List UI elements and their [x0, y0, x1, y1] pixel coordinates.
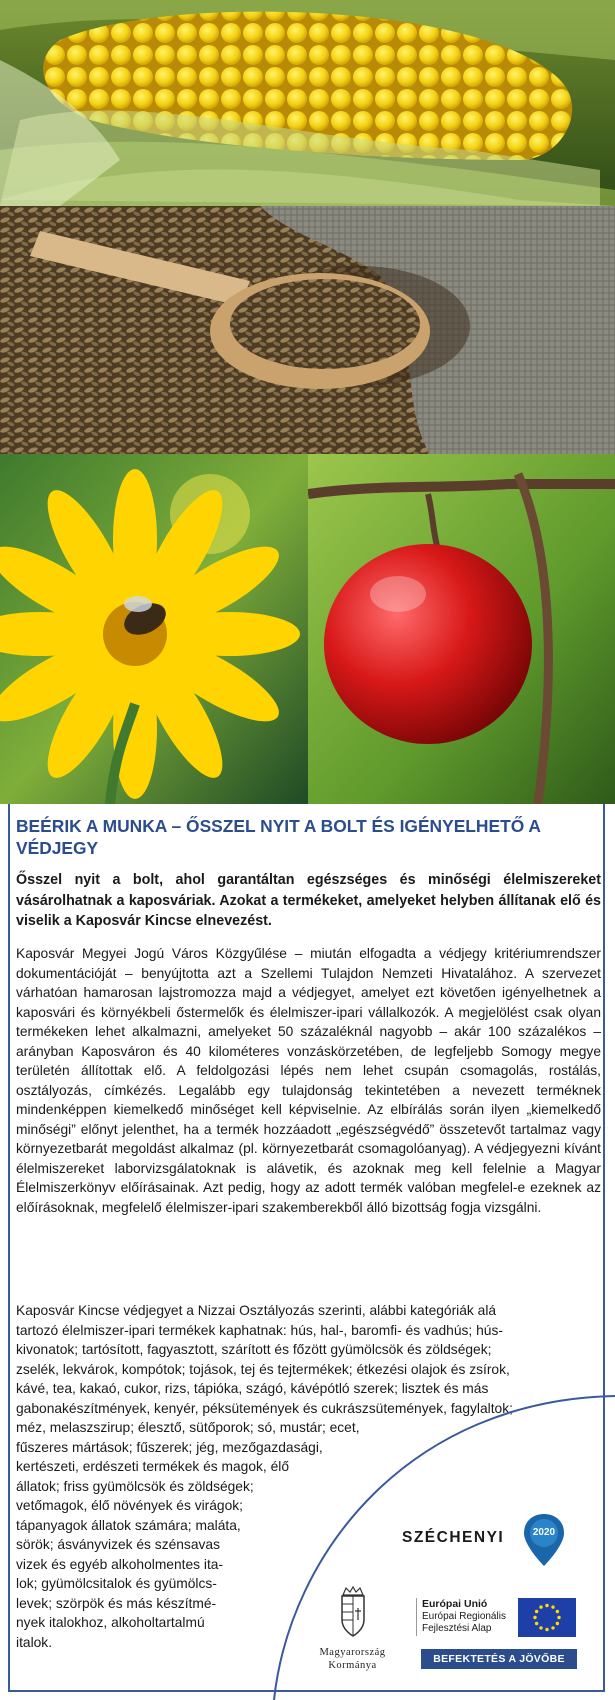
paragraph-2-line: vetőmagok, élő növények és virágok;: [16, 1498, 244, 1513]
article-paragraph-1: Kaposvár Megyei Jogú Város Közgyűlése – miután elfogadta a védjegy kritériumrendszer dokumentációját – benyújtotta azt a Szellemi Tulajdon Nemzeti Hivatalához. A szervezet várhatóan hamarosan lajstromozza majd a védjegyet, amelyet ezt követően igényelhetnek a kaposvári és környékbeli őstermelők és élelmiszer-ipari vállalkozók. A megjelölést csak olyan termékeken lehet alkalmazni, amelyeket 50 százaléknál nagyobb – akár 100 százalékos – arányban Kaposváron és 40 kilométeres vonzáskörzetében, de legfeljebb Somogy megye területén állítottak elő. A feldolgozási lépés nem lehet csupán csomagolás, rostálás, osztályozás, címkézés. Legalább egy tulajdonság tekintetében a nevezett terméknek mindenképpen kiemelkedő minőséget kell képviselnie. Az elbírálás során ilyen „kiemelkedő minőségi” előnyt jelenthet, ha a termék hozzáadott „egészségvédő” összetevőt tartalmaz vagy környezetbarát megoldást alkalmaz (pl. környezetbarát csomagolóanyag). A védjegyezni kívánt élelmiszereket laborvizsgálatoknak is alávetik, és azoknak meg kell felelnie a Magyar Élelmiszerkönyv előírásainak. Azt pedig, hogy az adott termék valóban megfelel-e ezeknek az előírásoknak, megfelelő élelmiszer-ipari szakemberekből álló bizottság fogja vizsgálni.: [16, 946, 601, 1215]
government-line-1: Magyarország: [319, 1647, 386, 1658]
invest-in-future-banner: BEFEKTETÉS A JÖVŐBE: [421, 1649, 577, 1669]
grain-scoop-photo: [0, 206, 615, 454]
szechenyi-2020-logo: [402, 1512, 572, 1572]
paragraph-2-line: kivonatok; tartósított, fagyasztott, szárított és főzött gyümölcsök és zöldségek;: [16, 1342, 492, 1357]
paragraph-2-line: sörök; ásványvizek és szénsavas: [16, 1537, 220, 1552]
paragraph-2-line: nyek italokhoz, alkoholtartalmú: [16, 1615, 205, 1630]
coat-of-arms-icon: [336, 1586, 370, 1638]
eu-star-icon: [556, 1622, 559, 1625]
szechenyi-text: SZÉCHENYI: [402, 1529, 505, 1546]
paragraph-2-line: gabonakészítmények, kenyér, péksütemények és cukrászsütemények, fagylaltok;: [16, 1400, 513, 1416]
paragraph-2-line: vizek és egyéb alkoholmentes ita-: [16, 1556, 224, 1572]
paragraph-2-line: méz, melaszszirup; élesztő, sütőporok; só, mustár; ecet,: [16, 1420, 360, 1435]
eu-star-icon: [535, 1610, 538, 1613]
paragraph-2-line: levek; szörpök és más készítmé-: [16, 1595, 217, 1611]
eu-star-icon: [539, 1626, 542, 1629]
eu-line-2: Fejlesztési Alap: [422, 1623, 492, 1634]
eu-star-icon: [551, 1626, 554, 1629]
paragraph-2-line: Kaposvár Kincse védjegyet a Nizzai Osztályozás szerinti, alábbi kategóriák alá: [16, 1303, 497, 1318]
article-headline: BEÉRIK A MUNKA – ŐSSZEL NYIT A BOLT ÉS IGÉNYELHETŐ A VÉDJEGY: [16, 816, 541, 858]
article-lead: Ősszel nyit a bolt, ahol garantáltan egészséges és minőségi élelmiszereket vásárolhatnak a kaposváriak. Azokat a termékeket, amelyeket helyben állítanak elő és viselik a Kaposvár Kincse elnevezést.: [16, 872, 601, 929]
eu-star-icon: [556, 1610, 559, 1613]
paragraph-2-line: kávé, tea, kakaó, cukor, rizs, tápióka, szágó, kávépótló szerek; lisztek és más: [16, 1381, 489, 1396]
eu-title: Európai Unió: [422, 1598, 488, 1610]
apple-photo: [308, 454, 615, 804]
eu-star-icon: [551, 1605, 554, 1608]
flower-bee-photo: [0, 454, 308, 804]
eu-star-icon: [545, 1604, 548, 1607]
eu-line-1: Európai Regionális: [422, 1610, 506, 1622]
eu-star-icon: [535, 1622, 538, 1625]
eu-star-icon: [545, 1628, 548, 1631]
paragraph-2-line: italok.: [16, 1634, 53, 1650]
paragraph-2-line: tápanyagok állatok számára; maláta,: [16, 1517, 241, 1533]
eu-star-icon: [557, 1616, 560, 1619]
eu-flag-icon: [518, 1598, 576, 1637]
paragraph-2-line: fűszeres mártások; fűszerek; jég, mezőgazdasági,: [16, 1439, 323, 1455]
hungarian-government-logo: [300, 1586, 405, 1696]
government-line-2: Kormánya: [328, 1660, 377, 1671]
paragraph-2-line: zselék, lekvárok, kompótok; tojások, tej és tejtermékek; étkezési olajok és zsírok,: [16, 1361, 510, 1377]
corn-photo: [0, 0, 615, 206]
eu-star-icon: [533, 1616, 536, 1619]
paragraph-2-line: tartozó élelmiszer-ipari termékek kaphatnak: hús, hal-, baromfi- és vadhús; hús-: [16, 1322, 503, 1338]
eu-divider: [416, 1598, 417, 1636]
paragraph-2-line: lok; gyümölcsitalok és gyümölcs-: [16, 1576, 217, 1591]
map-pin-icon: [521, 1512, 567, 1568]
paragraph-2-line: állatok; friss gyümölcsök és zöldségek;: [16, 1478, 254, 1494]
eu-fund-label: [422, 1598, 512, 1636]
eu-star-icon: [539, 1605, 542, 1608]
paragraph-2-line: kertészeti, erdészeti termékek és magok, élő: [16, 1459, 289, 1474]
szechenyi-year: 2020: [532, 1527, 556, 1538]
